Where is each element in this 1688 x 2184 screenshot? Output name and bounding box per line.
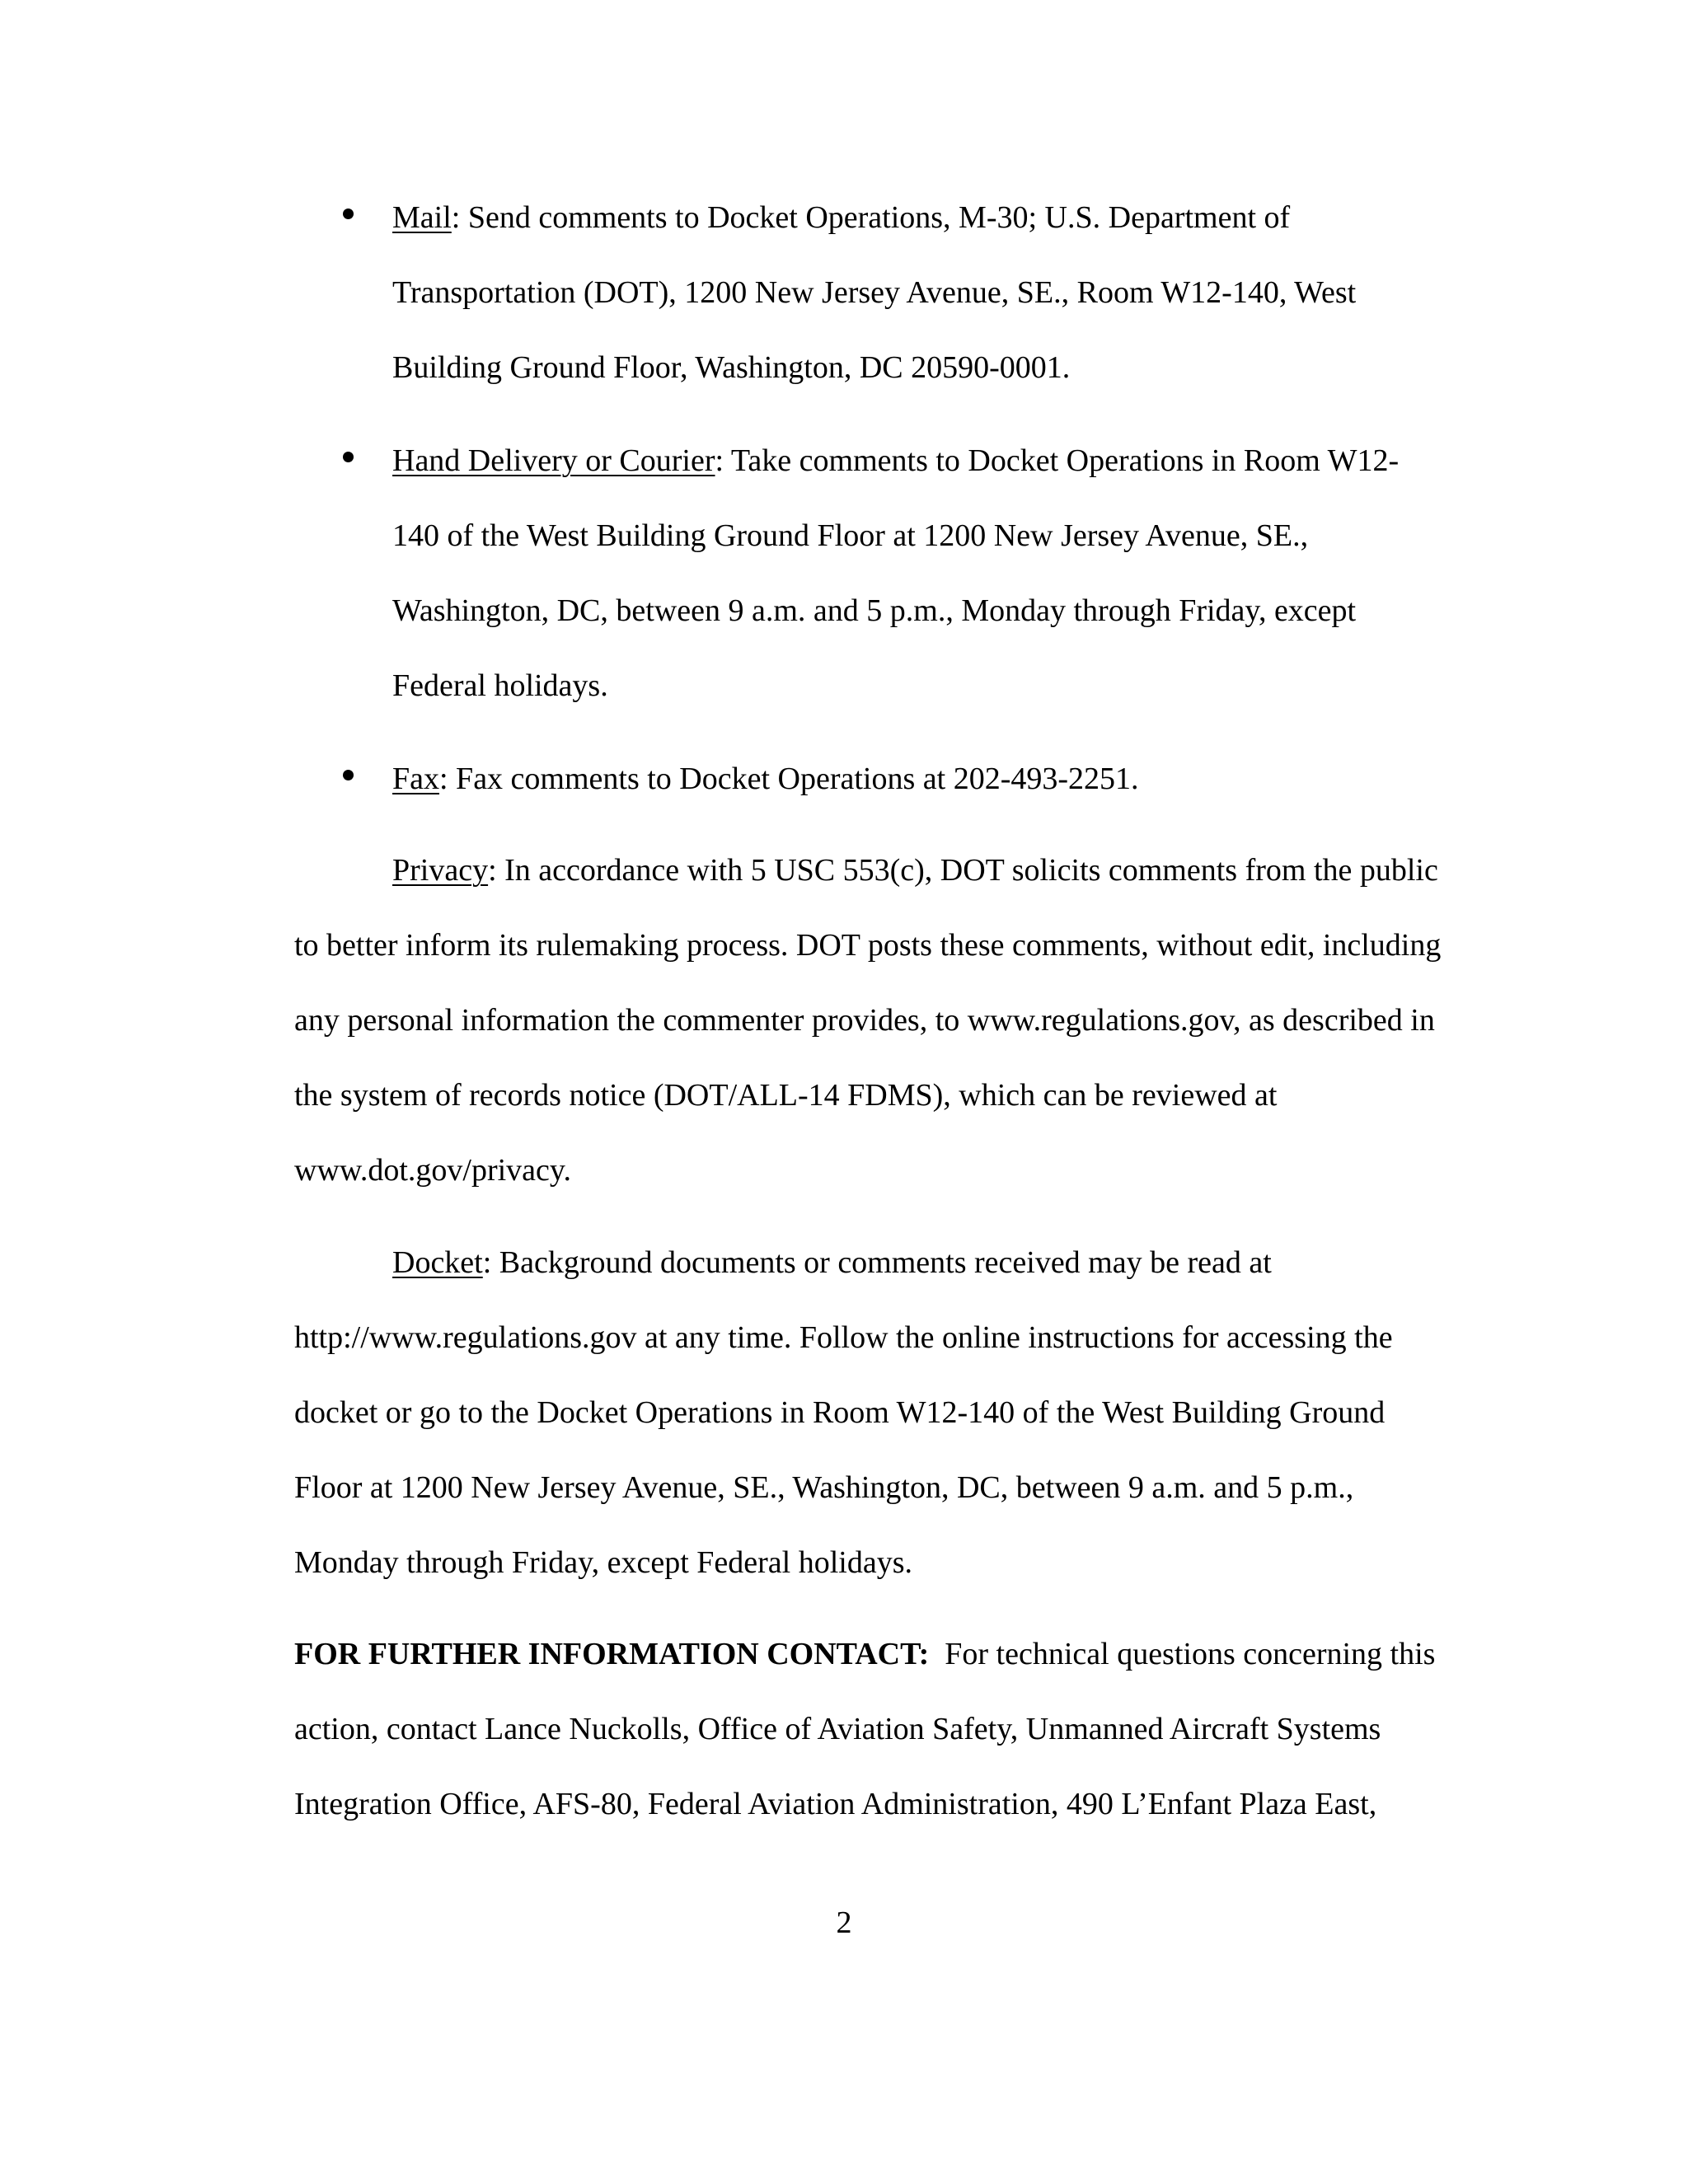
bullet-dot-icon xyxy=(343,209,354,219)
page-number: 2 xyxy=(836,1905,852,1940)
privacy-label: Privacy xyxy=(392,853,489,888)
hand-delivery-label: Hand Delivery or Courier xyxy=(392,443,715,478)
docket-paragraph: Docket: Background documents or comments received may be read at http://www.regulations.gov at any time. Follow the online instructions for accessing the docket or go to the Docket Operations in Room W12-140 of the West Building Ground Floor at 1200 New Jersey Avenue, SE., Washington, DC, between 9 a.m. and 5 p.m., Monday through Friday, except Federal holidays. xyxy=(294,1245,1393,1580)
contact-heading: FOR FURTHER INFORMATION CONTACT: xyxy=(294,1637,930,1671)
document-page: Mail: Send comments to Docket Operations, M-30; U.S. Department of Transportation (DOT), 1200 New Jersey Avenue, SE., Room W12-140, West Building Ground Floor, Washington, DC 20590-0001. Hand Delivery or Courier: Take comments to Docket Operations in Room W12- 140 of the West Building Ground Floor at 1200 New Jersey Avenue, SE., Washington, DC, between 9 a.m. and 5 p.m., Monday through Friday, except Federal holidays. Fax: Fax comments to Docket Operations at 202-493-2251. Privacy: In accordance with 5 USC 553(c), DOT solicits comments from the public to better inform its rulemaking process. DOT posts these comments, without edit, including any personal information the commenter provides, to www.regulations.gov, as described in the system of records notice (DOT/ALL-14 FDMS), which can be reviewed at www.dot.gov/privacy. Docket: Background documents or comments received may be read at http://www.regulations.gov at any time. Follow the online instructions for accessing the docket or go to the Docket Operations in Room W12-140 of the West Building Ground Floor at 1200 New Jersey Avenue, SE., Washington, DC, between 9 a.m. and 5 p.m., Monday through Friday, except Federal holidays. FOR FURTHER INFORMATION CONTACT: For technical questions concerning this action, contact Lance Nuckolls, Office of Aviation Safety, Unmanned Aircraft Systems Integration Office, AFS-80, Federal Aviation Administration, 490 L’Enfant Plaza East, 2 xyxy=(0,0,1688,2184)
bullet-dot-icon xyxy=(343,770,354,780)
mail-label: Mail xyxy=(392,200,452,235)
privacy-paragraph: Privacy: In accordance with 5 USC 553(c), DOT solicits comments from the public to better inform its rulemaking process. DOT posts these comments, without edit, including any personal information the commenter provides, to www.regulations.gov, as described in the system of records notice (DOT/ALL-14 FDMS), which can be reviewed at www.dot.gov/privacy. xyxy=(294,853,1442,1188)
docket-label: Docket xyxy=(392,1245,483,1280)
fax-label: Fax xyxy=(392,762,439,796)
contact-paragraph: FOR FURTHER INFORMATION CONTACT: For technical questions concerning this action, contact Lance Nuckolls, Office of Aviation Safety, Unmanned Aircraft Systems Integration Office, AFS-80, Federal Aviation Administration, 490 L’Enfant Plaza East, xyxy=(294,1637,1436,1821)
bullet-dot-icon xyxy=(343,452,354,462)
